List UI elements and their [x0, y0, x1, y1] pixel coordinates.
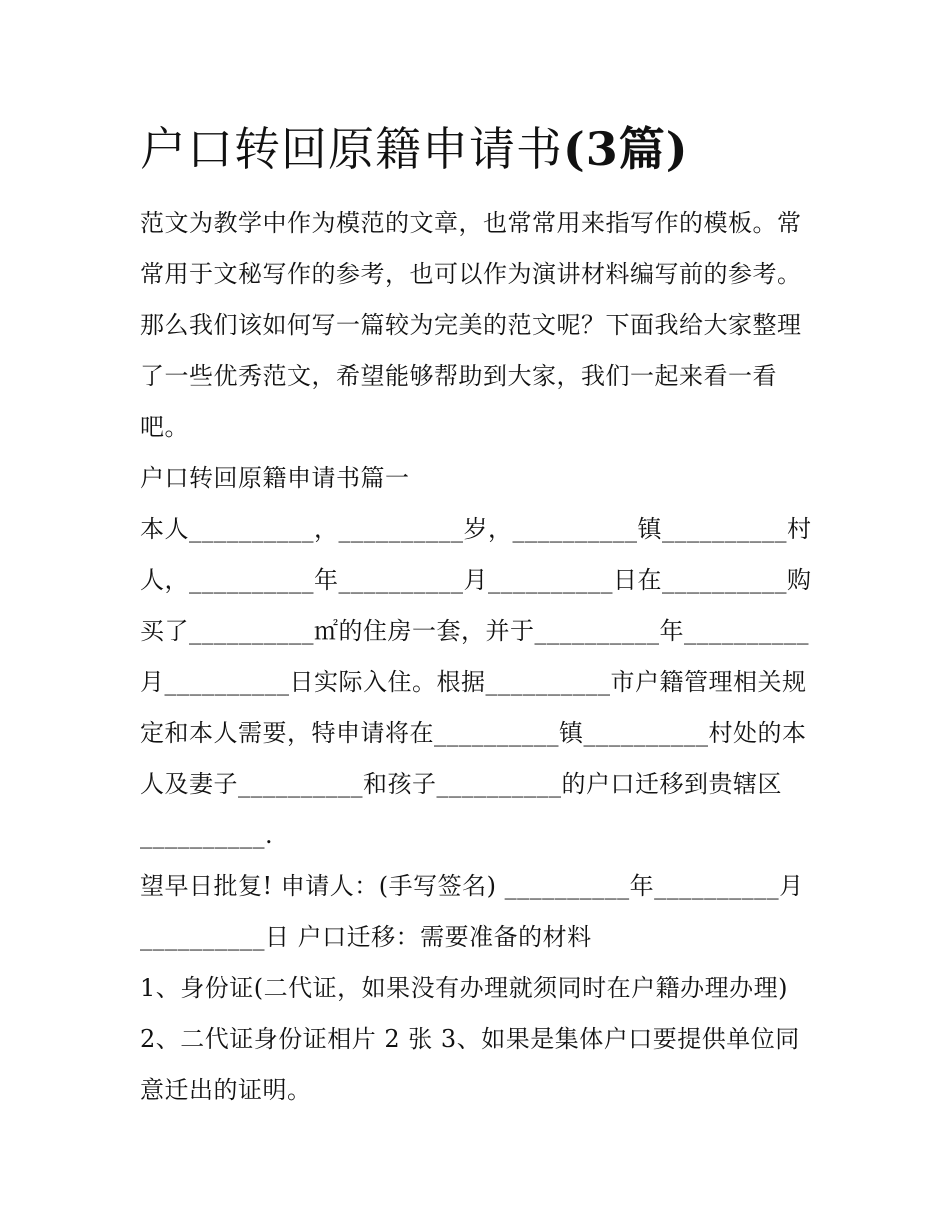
- body-line: 望早日批复! 申请人：(手写签名) __________年__________月: [140, 872, 804, 900]
- body-line: 2、二代证身份证相片 2 张 3、如果是集体户口要提供单位同: [140, 1025, 800, 1053]
- body-line: 意迁出的证明。: [140, 1076, 312, 1104]
- document-page: [140, 118, 820, 1116]
- intro-line: 了一些优秀范文，希望能够帮助到大家，我们一起来看一看: [140, 362, 777, 390]
- body-line: 人及妻子__________和孩子__________的户口迁移到贵辖区: [140, 770, 782, 798]
- body-line: 月__________日实际入住。根据__________市户籍管理相关规: [140, 668, 807, 696]
- title-text: 户口转回原籍申请书: [140, 122, 563, 176]
- intro-line: 常用于文秘写作的参考，也可以作为演讲材料编写前的参考。: [140, 260, 802, 288]
- body-line: __________日 户口迁移：需要准备的材料: [140, 923, 592, 951]
- body-line: 1、身份证(二代证，如果没有办理就须同时在户籍办理办理): [140, 974, 788, 1002]
- application-body: [140, 504, 820, 1116]
- intro-paragraph: [140, 198, 820, 453]
- body-line: 定和本人需要，特申请将在__________镇__________村处的本: [140, 719, 807, 747]
- intro-line: 范文为教学中作为模范的文章，也常常用来指写作的模板。常: [140, 209, 802, 237]
- intro-line: 那么我们该如何写一篇较为完美的范文呢？下面我给大家整理: [140, 311, 802, 339]
- title-suffix: (3篇): [563, 122, 689, 176]
- body-line: 本人__________，__________岁，__________镇__________村: [140, 515, 812, 543]
- section-heading: 户口转回原籍申请书篇一: [140, 464, 410, 492]
- body-line: __________.: [140, 821, 274, 849]
- body-line: 人，__________年__________月__________日在__________购: [140, 566, 812, 594]
- intro-line: 吧。: [140, 413, 189, 441]
- document-title: [140, 118, 820, 180]
- body-line: 买了__________㎡的住房一套，并于__________年__________: [140, 617, 809, 645]
